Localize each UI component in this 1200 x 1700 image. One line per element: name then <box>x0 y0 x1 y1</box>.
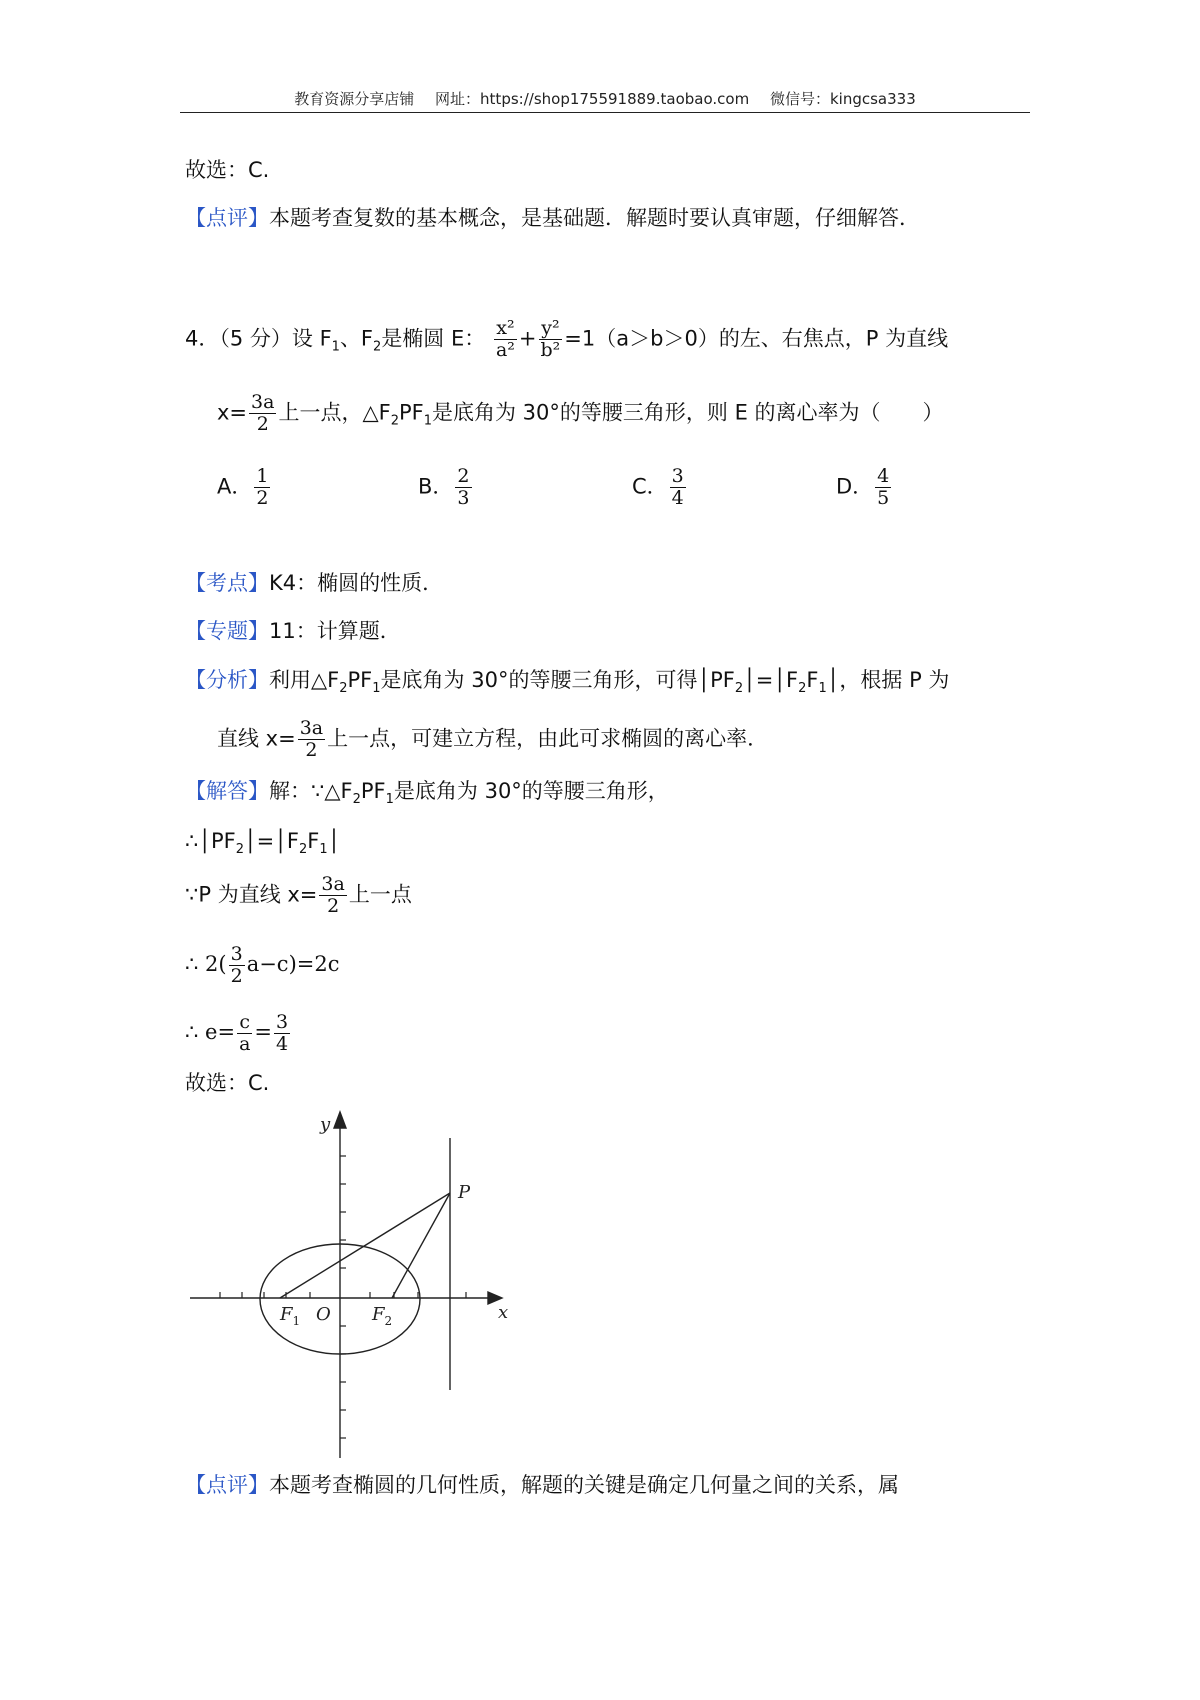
frac-num: 3a <box>299 717 324 739</box>
frac-num: y² <box>541 317 560 339</box>
fenxi-d: │=│F <box>743 668 799 692</box>
fraction-3a-2 <box>249 392 276 435</box>
q2-pre: x= <box>217 400 248 425</box>
sub-2: 2 <box>352 792 361 808</box>
final-answer: 故选：C. <box>185 1071 270 1095</box>
sub-2: 2 <box>734 681 744 697</box>
fraction-3a-2 <box>298 718 325 761</box>
option-c[interactable] <box>632 466 688 509</box>
option-label: D． <box>836 474 874 499</box>
kaodian-tag: 【考点】 <box>185 571 269 595</box>
option-a[interactable] <box>217 466 272 509</box>
sub-2: 2 <box>390 413 399 429</box>
zhuanti-text: 11：计算题． <box>269 619 401 643</box>
equals-sign: = <box>254 1020 272 1044</box>
frac-num: 4 <box>877 465 890 487</box>
y-label: y <box>320 1114 331 1135</box>
frac-num: 1 <box>256 465 269 487</box>
final-comment-tag: 【点评】 <box>185 1473 269 1497</box>
header-divider <box>180 112 1030 113</box>
option-fraction <box>670 466 686 509</box>
p-label: P <box>458 1182 471 1203</box>
frac-den: a² <box>495 339 515 361</box>
option-label: C． <box>632 474 668 499</box>
fenxi2-a: 直线 x= <box>217 726 296 751</box>
fraction-y2-b2 <box>539 318 563 361</box>
fraction-c-a <box>237 1012 252 1055</box>
step-4 <box>185 1012 292 1055</box>
frac-den: 2 <box>256 413 269 435</box>
page-header <box>180 88 1030 109</box>
fenxi2-b: 上一点，可建立方程，由此可求椭圆的离心率． <box>327 726 769 751</box>
f1-letter: F <box>280 1304 293 1325</box>
sub-1: 1 <box>319 842 328 858</box>
step-1 <box>185 826 340 865</box>
f1-sub: 1 <box>292 1314 301 1328</box>
zhuanti-line <box>185 616 401 646</box>
sub-2: 2 <box>339 681 348 697</box>
frac-num: x² <box>496 317 515 339</box>
s3-b: a−c)=2c <box>246 952 340 976</box>
s3-a: ∴ 2( <box>185 952 227 976</box>
option-d[interactable] <box>836 466 893 509</box>
sub-2: 2 <box>299 842 308 858</box>
frac-den: 2 <box>230 965 243 987</box>
frac-den: 2 <box>327 895 340 917</box>
header-shop: 教育资源分享店铺 <box>294 90 415 108</box>
step-2 <box>185 874 412 917</box>
option-label: A． <box>217 474 253 499</box>
y-axis-arrow <box>334 1112 346 1128</box>
final-comment <box>185 1470 899 1500</box>
frac-den: 3 <box>457 487 470 509</box>
prev-answer: 故选：C. <box>185 158 270 182</box>
fenxi-tag: 【分析】 <box>185 668 269 692</box>
s1-b: │=│F <box>244 829 299 853</box>
frac-num: 3a <box>321 873 345 895</box>
fraction-3a-2 <box>319 874 346 917</box>
fenxi-e: F <box>806 668 819 692</box>
prev-comment-text: 本题考查复数的基本概念，是基础题．解题时要认真审题，仔细解答． <box>269 206 920 230</box>
s1-d: │ <box>327 829 341 853</box>
sub-2: 2 <box>235 842 245 858</box>
sub-1: 1 <box>818 681 827 697</box>
s4-a: ∴ e= <box>185 1020 236 1044</box>
y-ticks <box>340 1156 346 1438</box>
sub-1: 1 <box>385 792 394 808</box>
fenxi-a: 利用△F <box>269 668 340 692</box>
option-label: B． <box>418 474 454 499</box>
fraction-x2-a2 <box>494 318 517 361</box>
question-line-1 <box>185 318 948 363</box>
segment-f1-p <box>280 1193 450 1298</box>
final-comment-text: 本题考查椭圆的几何性质，解题的关键是确定几何量之间的关系，属 <box>269 1473 899 1497</box>
header-url: 网址：https://shop175591889.taobao.com <box>435 90 750 108</box>
q2-mid: 上一点，△F <box>278 400 391 425</box>
sub-2: 2 <box>373 339 382 355</box>
option-fraction <box>455 466 471 509</box>
s1-a: ∴│PF <box>185 829 236 853</box>
option-fraction <box>254 466 270 509</box>
fenxi-f: │，根据 P 为 <box>826 668 950 692</box>
fenxi-b: PF <box>347 668 373 692</box>
f2-sub: 2 <box>384 1314 393 1328</box>
sub-1: 1 <box>423 413 432 429</box>
q2-tail: 是底角为 30°的等腰三角形，则 E 的离心率为（ ） <box>432 400 944 425</box>
q-text-prefix: 4．（5 分）设 F <box>185 326 332 351</box>
frac-den: 2 <box>256 487 269 509</box>
frac-den: 4 <box>671 487 684 509</box>
x-ticks <box>220 1292 466 1298</box>
fraction-3-2 <box>229 944 245 987</box>
o-label: O <box>316 1304 331 1325</box>
kaodian-text: K4：椭圆的性质． <box>269 571 444 595</box>
frac-num: 3 <box>230 943 243 965</box>
fenxi-line-2 <box>217 718 768 761</box>
header-wechat: 微信号：kingcsa333 <box>769 90 916 108</box>
q-text-a1: 、F <box>339 326 374 351</box>
jieda-b: PF <box>360 779 386 803</box>
jieda-c: 是底角为 30°的等腰三角形， <box>393 779 669 803</box>
frac-den: 4 <box>276 1033 289 1055</box>
frac-num: 2 <box>457 465 470 487</box>
f1-label <box>279 1304 300 1328</box>
frac-den: b² <box>540 339 561 361</box>
frac-num: 3 <box>276 1011 289 1033</box>
f2-letter: F <box>372 1304 385 1325</box>
frac-num: 3a <box>251 391 275 413</box>
frac-den: a <box>239 1033 251 1055</box>
jieda-tag: 【解答】 <box>185 779 269 803</box>
sub-1: 1 <box>331 339 340 355</box>
frac-den: 2 <box>305 739 318 761</box>
frac-num: c <box>239 1011 251 1033</box>
prev-comment-tag: 【点评】 <box>185 206 269 230</box>
prev-comment <box>185 203 920 233</box>
option-fraction <box>875 466 891 509</box>
q2-mid2: PF <box>398 400 424 425</box>
fenxi-line-1 <box>185 665 949 704</box>
fraction-3-4 <box>274 1012 290 1055</box>
step-3 <box>185 944 339 987</box>
ellipse-figure <box>180 1108 540 1468</box>
q-text-a2: 是椭圆 E： <box>381 326 486 351</box>
fenxi-c: 是底角为 30°的等腰三角形，可得│PF <box>380 668 735 692</box>
question-line-2 <box>217 392 944 437</box>
s1-c: F <box>307 829 320 853</box>
x-label: x <box>498 1302 509 1323</box>
jieda-line <box>185 776 669 815</box>
plus-sign: + <box>518 326 537 351</box>
s2-a: ∵P 为直线 x= <box>185 882 318 907</box>
kaodian-line <box>185 568 443 598</box>
jieda-a: 解：∵△F <box>269 779 353 803</box>
zhuanti-tag: 【专题】 <box>185 619 269 643</box>
frac-num: 3 <box>671 465 684 487</box>
s2-b: 上一点 <box>348 882 412 907</box>
frac-den: 5 <box>877 487 890 509</box>
option-b[interactable] <box>418 466 474 509</box>
q-text-tail: =1（a＞b＞0）的左、右焦点，P 为直线 <box>564 326 949 351</box>
f2-label <box>371 1304 392 1328</box>
sub-1: 1 <box>372 681 381 697</box>
sub-2: 2 <box>798 681 807 697</box>
segment-f2-p <box>392 1193 450 1298</box>
